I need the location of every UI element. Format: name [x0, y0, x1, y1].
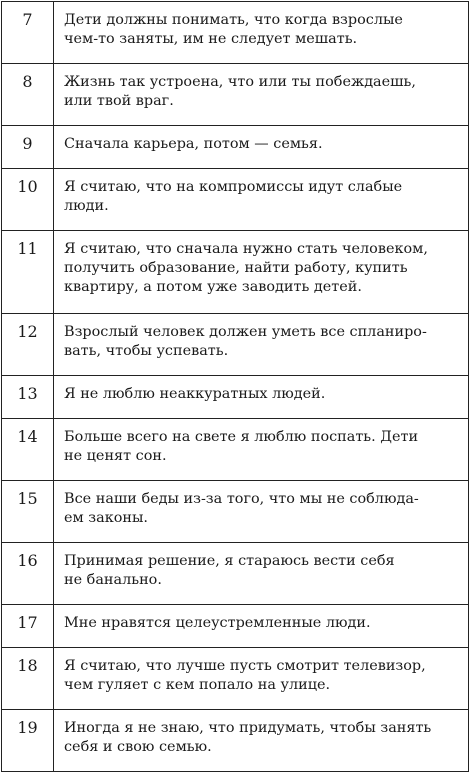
- table-row: [2, 2, 469, 64]
- row-number: 8: [2, 64, 54, 126]
- statement-line: Принимая решение, я стараюсь вести себя: [64, 553, 395, 569]
- row-number: 13: [2, 376, 54, 419]
- statement-line: чем гуляет с кем попало на улице.: [64, 677, 331, 693]
- statement-line: Иногда я не знаю, что придумать, чтобы занять: [64, 720, 432, 736]
- statement-line: Я не люблю неаккуратных людей.: [64, 386, 326, 402]
- statement-text: [54, 543, 469, 605]
- statement-text: [54, 169, 469, 231]
- statement-line: или твой враг.: [64, 93, 174, 109]
- statement-text: [54, 314, 469, 376]
- table-row: [2, 543, 469, 605]
- statement-line: Сначала карьера, потом — семья.: [64, 136, 323, 152]
- statement-line: себя и свою семью.: [64, 739, 212, 755]
- statement-line: вать, чтобы успевать.: [64, 343, 229, 359]
- statement-text: [54, 419, 469, 481]
- table-row: [2, 710, 469, 772]
- statement-line: Больше всего на свете я люблю поспать. Дети: [64, 429, 419, 445]
- statement-line: не ценят сон.: [64, 448, 167, 464]
- statement-text: [54, 605, 469, 648]
- statement-text: [54, 126, 469, 169]
- row-number: 17: [2, 605, 54, 648]
- statement-text: [54, 231, 469, 314]
- statement-line: Жизнь так устроена, что или ты побеждаешь,: [64, 74, 416, 90]
- row-number: 16: [2, 543, 54, 605]
- table-row: [2, 169, 469, 231]
- statement-line: Все наши беды из-за того, что мы не соблюда-: [64, 491, 419, 507]
- row-number: 9: [2, 126, 54, 169]
- table-row: [2, 126, 469, 169]
- table-row: [2, 231, 469, 314]
- statements-table-body: [2, 2, 469, 772]
- statement-line: Я считаю, что лучше пусть смотрит телевизор,: [64, 658, 426, 674]
- row-number: 19: [2, 710, 54, 772]
- row-number: 10: [2, 169, 54, 231]
- table-row: [2, 605, 469, 648]
- statement-line: Я считаю, что на компромиссы идут слабые: [64, 179, 403, 195]
- statement-line: не банально.: [64, 572, 162, 588]
- statement-text: [54, 710, 469, 772]
- table-row: [2, 648, 469, 710]
- statement-line: ем законы.: [64, 510, 148, 526]
- row-number: 18: [2, 648, 54, 710]
- statement-line: Мне нравятся целеустремленные люди.: [64, 615, 371, 631]
- table-row: [2, 481, 469, 543]
- row-number: 14: [2, 419, 54, 481]
- row-number: 7: [2, 2, 54, 64]
- statement-line: чем-то заняты, им не следует мешать.: [64, 31, 358, 47]
- row-number: 11: [2, 231, 54, 314]
- statement-text: [54, 648, 469, 710]
- statement-text: [54, 64, 469, 126]
- statement-line: Я считаю, что сначала нужно стать человеком,: [64, 241, 428, 257]
- statement-line: Взрослый человек должен уметь все спланиро-: [64, 324, 427, 340]
- statement-line: квартиру, а потом уже заводить детей.: [64, 279, 362, 295]
- statement-text: [54, 2, 469, 64]
- table-row: [2, 314, 469, 376]
- statement-line: Дети должны понимать, что когда взрослые: [64, 12, 403, 28]
- statement-line: получить образование, найти работу, купить: [64, 260, 408, 276]
- statement-text: [54, 376, 469, 419]
- statement-line: люди.: [64, 198, 109, 214]
- table-row: [2, 419, 469, 481]
- statement-text: [54, 481, 469, 543]
- table-row: [2, 376, 469, 419]
- statements-table: [1, 1, 469, 772]
- row-number: 15: [2, 481, 54, 543]
- table-row: [2, 64, 469, 126]
- row-number: 12: [2, 314, 54, 376]
